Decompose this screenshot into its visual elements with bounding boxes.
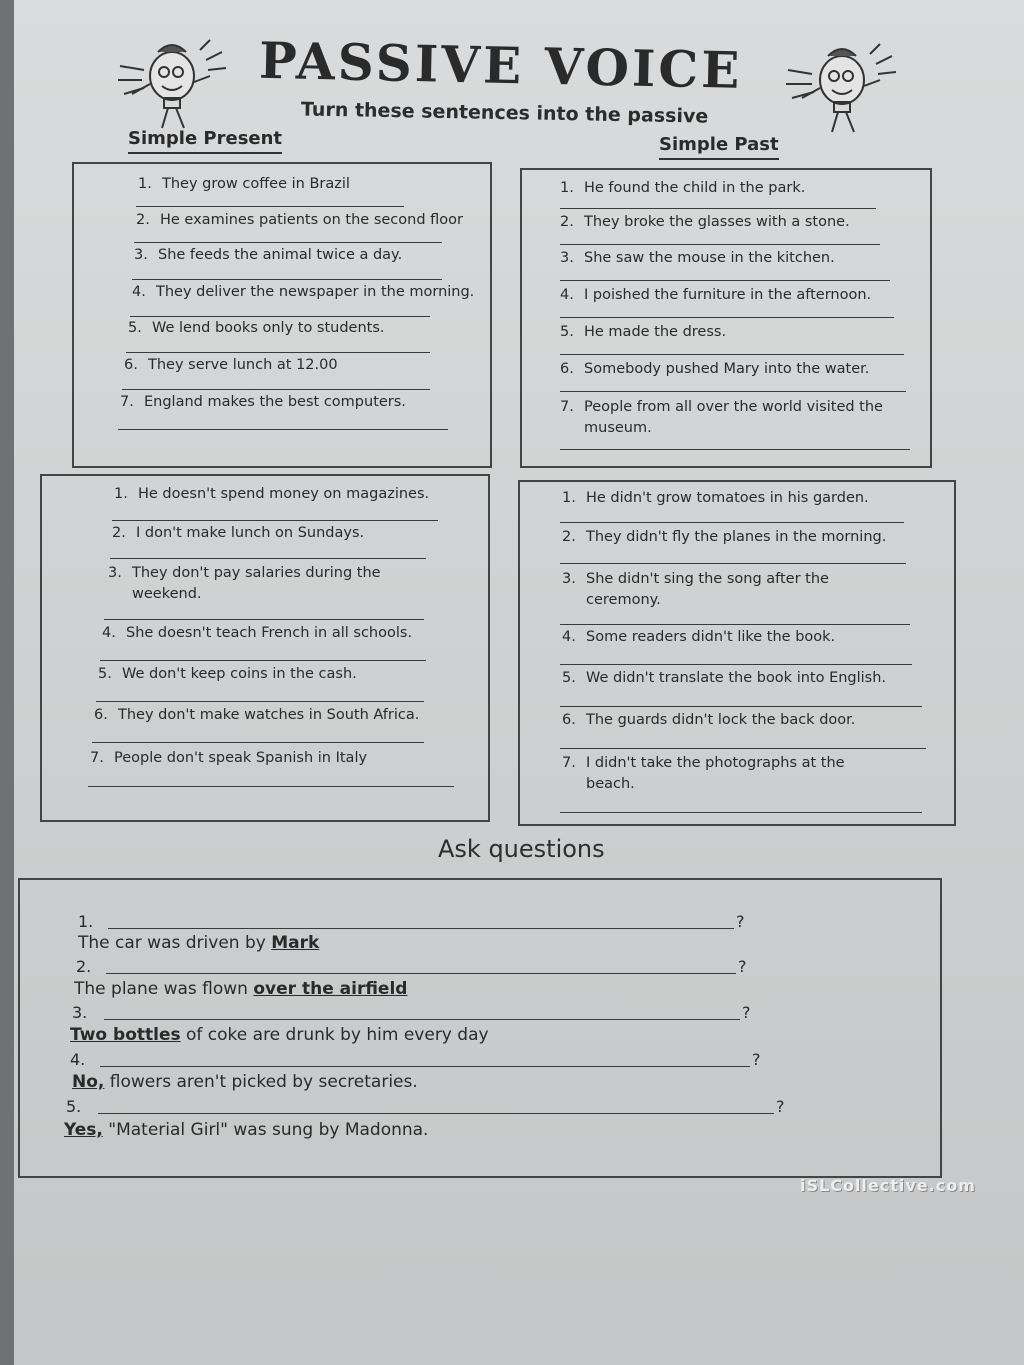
question-mark: ? [742,1003,751,1022]
answer-line[interactable] [560,664,912,665]
answer-line[interactable] [560,706,922,707]
list-item: 1. He found the child in the park. [560,180,806,196]
list-item: 4. Some readers didn't like the book. [562,629,836,645]
list-item: 6. They serve lunch at 12.00 [124,357,338,373]
answer-line[interactable] [560,354,904,355]
answer-line[interactable] [560,449,910,450]
given-answer: The plane was flown over the airfield [74,979,408,999]
section-heading-simple-past: Simple Past [659,134,779,160]
question-number: 1. [78,912,94,931]
list-item: 2. They broke the glasses with a stone. [560,214,850,230]
answer-line[interactable] [560,244,880,245]
question-mark: ? [776,1097,785,1116]
list-item: 1. They grow coffee in Brazil [138,176,350,192]
question-number: 4. [70,1050,86,1069]
given-answer: No, flowers aren't picked by secretaries. [72,1072,418,1092]
question-answer-line[interactable] [108,928,734,929]
question-number: 2. [76,957,92,976]
list-item: 7. I didn't take the photographs at the beach. [562,755,845,792]
answer-line[interactable] [560,208,876,209]
answer-line[interactable] [560,812,922,813]
answer-line[interactable] [560,280,890,281]
answer-line[interactable] [112,520,438,521]
list-item: 6. Somebody pushed Mary into the water. [560,361,870,377]
answer-line[interactable] [126,352,430,353]
list-item: 4. I poished the furniture in the afternoon. [560,287,872,303]
question-answer-line[interactable] [104,1019,740,1020]
lightbulb-mascot-icon [784,40,904,140]
list-item: 6. The guards didn't lock the back door. [562,712,856,728]
list-item: 7. People from all over the world visited the museum. [560,399,883,436]
list-item: 1. He didn't grow tomatoes in his garden. [562,490,869,506]
given-answer: Two bottles of coke are drunk by him every day [70,1025,489,1045]
answer-line[interactable] [96,701,424,702]
answer-line[interactable] [88,786,454,787]
instructions: Turn these sentences into the passive [300,98,709,128]
answer-line[interactable] [560,317,894,318]
question-answer-line[interactable] [100,1066,750,1067]
list-item: 2. They didn't fly the planes in the morning. [562,529,887,545]
answer-line[interactable] [136,206,404,207]
answer-line[interactable] [560,624,910,625]
exercise-box-present-affirmative [72,162,492,468]
question-mark: ? [752,1050,761,1069]
list-item: 1. He doesn't spend money on magazines. [114,486,430,502]
list-item: 6. They don't make watches in South Africa. [94,707,420,723]
answer-line[interactable] [104,619,424,620]
answer-line[interactable] [560,522,904,523]
list-item: 2. I don't make lunch on Sundays. [112,525,365,541]
answer-line[interactable] [560,391,906,392]
list-item: 5. We don't keep coins in the cash. [98,666,357,682]
list-item: 5. We didn't translate the book into English. [562,670,887,686]
question-answer-line[interactable] [98,1113,774,1114]
section-heading-ask-questions: Ask questions [438,835,605,863]
answer-line[interactable] [92,742,424,743]
answer-line[interactable] [134,242,442,243]
page-title: PASSIVE VOICE [258,30,743,100]
answer-line[interactable] [122,389,430,390]
answer-line[interactable] [560,748,926,749]
list-item: 7. People don't speak Spanish in Italy [90,750,368,766]
list-item: 4. They deliver the newspaper in the morning. [132,284,475,300]
given-answer: The car was driven by Mark [78,933,320,953]
list-item: 5. He made the dress. [560,324,727,340]
question-number: 5. [66,1097,82,1116]
list-item: 3. She feeds the animal twice a day. [134,247,403,263]
section-heading-simple-present: Simple Present [128,128,282,154]
watermark: iSLCollective.com [800,1176,976,1195]
answer-line[interactable] [560,563,906,564]
answer-line[interactable] [100,660,426,661]
question-mark: ? [736,912,745,931]
answer-line[interactable] [118,429,448,430]
worksheet [14,0,1024,1365]
question-number: 3. [72,1003,88,1022]
answer-line[interactable] [132,279,442,280]
list-item: 3. She didn't sing the song after the ceremony. [562,571,829,608]
list-item: 5. We lend books only to students. [128,320,385,336]
given-answer: Yes, "Material Girl" was sung by Madonna. [64,1120,429,1140]
question-mark: ? [738,957,747,976]
question-answer-line[interactable] [106,973,736,974]
lightbulb-mascot-icon [110,36,230,136]
list-item: 3. She saw the mouse in the kitchen. [560,250,835,266]
list-item: 3. They don't pay salaries during the weekend. [108,565,381,602]
answer-line[interactable] [110,558,426,559]
list-item: 2. He examines patients on the second floor [136,212,463,228]
list-item: 4. She doesn't teach French in all schools. [102,625,413,641]
list-item: 7. England makes the best computers. [120,394,406,410]
answer-line[interactable] [130,316,430,317]
